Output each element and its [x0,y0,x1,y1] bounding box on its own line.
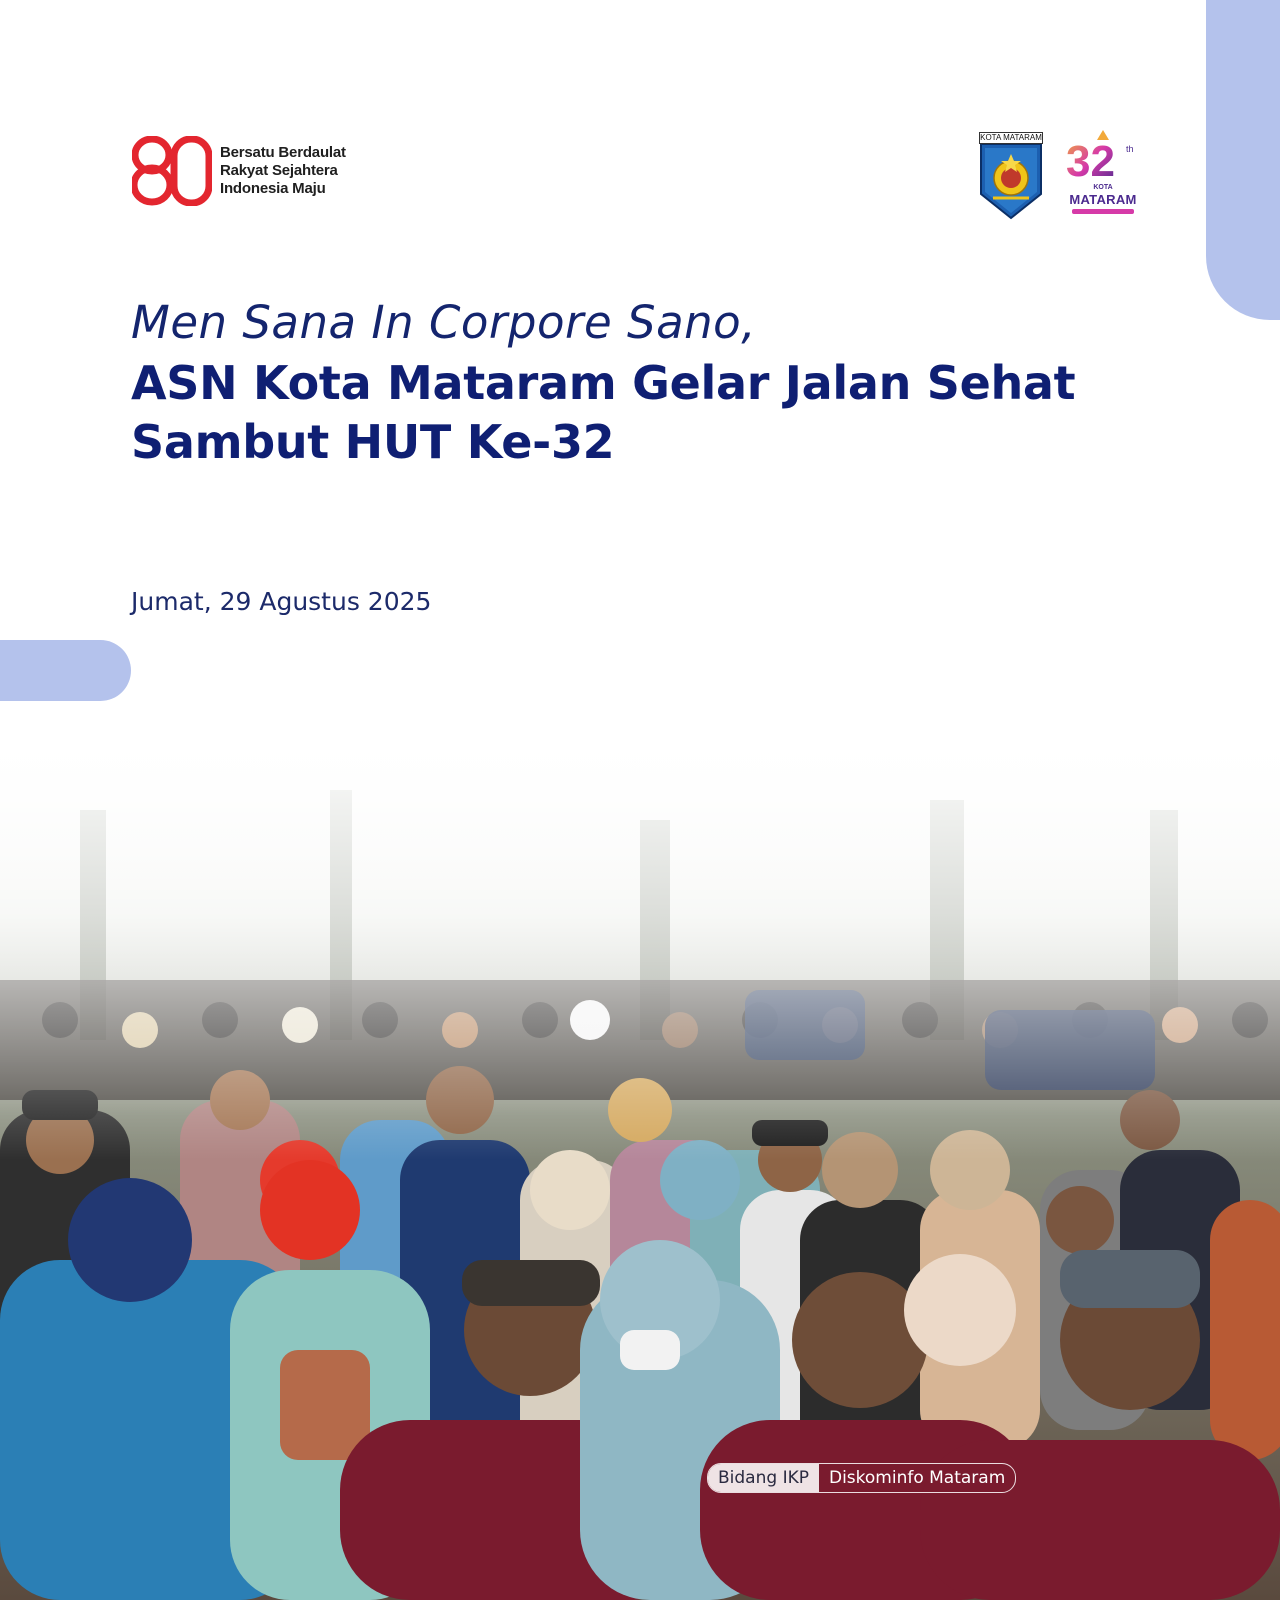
headline-line-2: Sambut HUT Ke-32 [131,415,615,469]
kota-mataram-crest [979,132,1043,224]
photo-credit [707,1463,1016,1493]
hut-city-label: MATARAM [1069,192,1137,207]
eighty-logo-icon [132,136,212,206]
headline-title [131,354,1191,472]
hut-number: 32 [1066,137,1115,186]
hut-32-logo-icon [1058,128,1148,186]
crowd-photo [0,720,1280,1600]
event-date: Jumat, 29 Agustus 2025 [131,587,432,616]
hut-kota-label: KOTA [1093,184,1113,191]
crest-label: KOTA MATARAM [980,133,1042,142]
indonesia-80-logo [132,136,346,206]
headline-line-1: ASN Kota Mataram Gelar Jalan Sehat [131,356,1076,410]
tagline-line-1: Bersatu Berdaulat [220,144,346,161]
kota-mataram-crest-icon [979,144,1043,220]
logo80-tagline [220,144,346,198]
headline-subtitle: Men Sana In Corpore Sano, [131,296,757,349]
hut-32-logo [1058,128,1148,218]
tagline-line-3: Indonesia Maju [220,180,326,197]
credit-bidang-ikp: Bidang IKP [708,1464,819,1492]
tagline-line-2: Rakyat Sejahtera [220,162,338,179]
hut-tagline-bar [1072,209,1134,214]
accent-shape-top-right [1206,0,1280,320]
credit-diskominfo: Diskominfo Mataram [828,1468,1006,1488]
accent-shape-left [0,640,131,701]
hut-suffix: th [1126,144,1134,154]
